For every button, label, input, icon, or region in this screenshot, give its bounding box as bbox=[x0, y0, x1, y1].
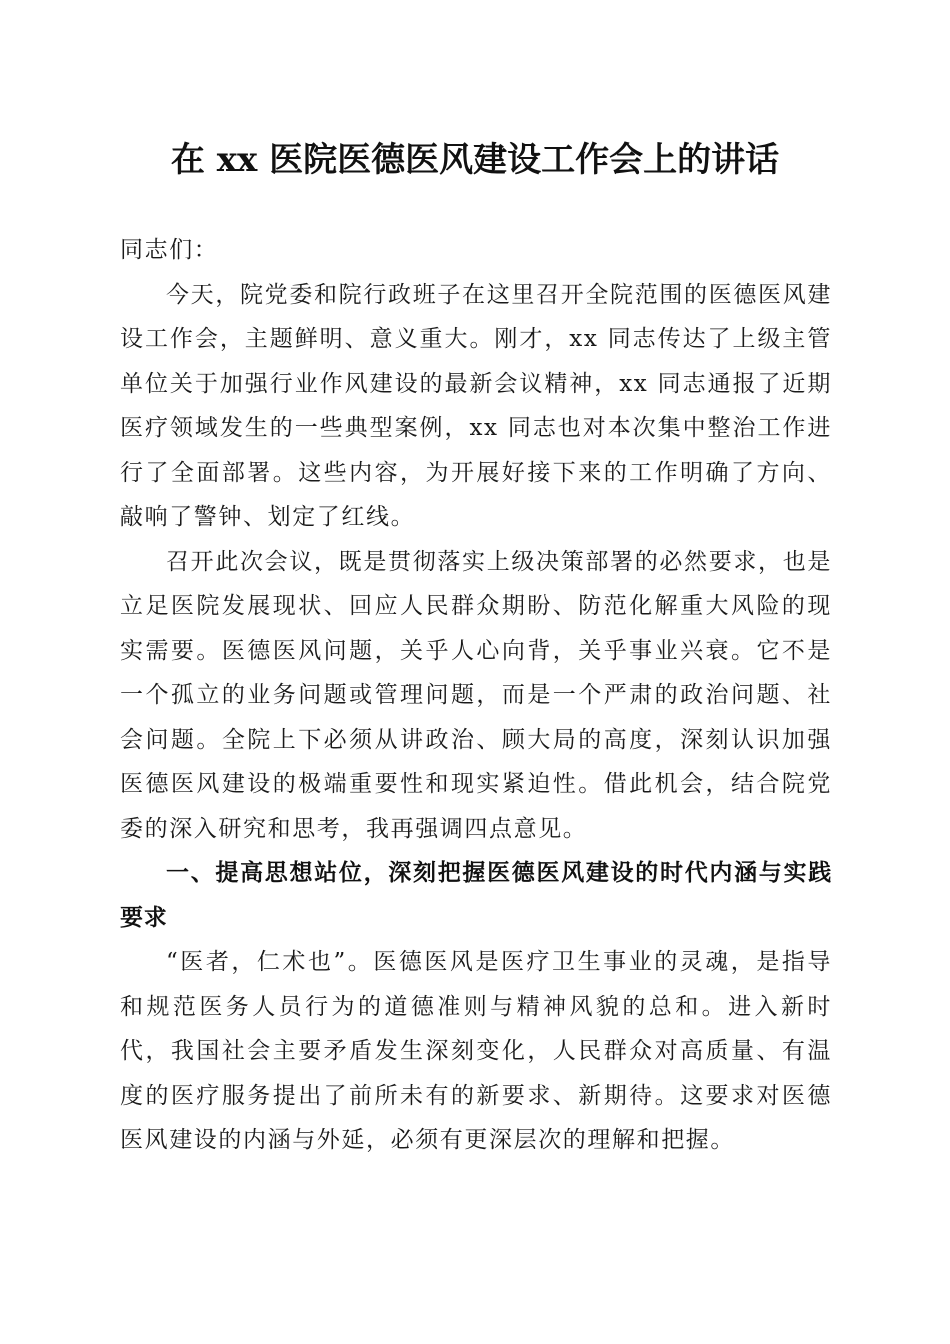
paragraph-purpose: 召开此次会议，既是贯彻落实上级决策部署的必然要求，也是立足医院发展现状、回应人民群众期盼、防范化解重大风险的现实需要。医德医风问题，关乎人心向背，关乎事业兴衰。它不是一个孤立的业务问题或管理问题，而是一个严肃的政治问题、社会问题。全院上下必须从讲政治、顾大局的高度，深刻认识加强医德医风建设的极端重要性和现实紧迫性。借此机会，结合院党委的深入研究和思考，我再强调四点意见。 bbox=[120, 548, 832, 842]
document-title: 在 xx 医院医德医风建设工作会上的讲话 bbox=[170, 140, 780, 180]
paragraph-opening: 今天，院党委和院行政班子在这里召开全院范围的医德医风建设工作会，主题鲜明、意义重大。刚才，xx 同志传达了上级主管单位关于加强行业作风建设的最新会议精神，xx 同志通报了近期医疗领域发生的一些典型案例，xx 同志也对本次集中整治工作进行了全面部署。这些内容，为开展好接下来的工作明确了方向、敲响了警钟、划定了红线。 bbox=[120, 281, 832, 530]
document-body bbox=[120, 228, 832, 1163]
salutation: 同志们： bbox=[120, 237, 219, 263]
section-1-paragraph: “医者，仁术也”。医德医风是医疗卫生事业的灵魂，是指导和规范医务人员行为的道德准则与精神风貌的总和。进入新时代，我国社会主要矛盾发生深刻变化，人民群众对高质量、有温度的医疗服务提出了前所未有的新要求、新期待。这要求对医德医风建设的内涵与外延，必须有更深层次的理解和把握。 bbox=[120, 949, 832, 1153]
section-heading-1: 一、提高思想站位，深刻把握医德医风建设的时代内涵与实践要求 bbox=[120, 860, 832, 931]
